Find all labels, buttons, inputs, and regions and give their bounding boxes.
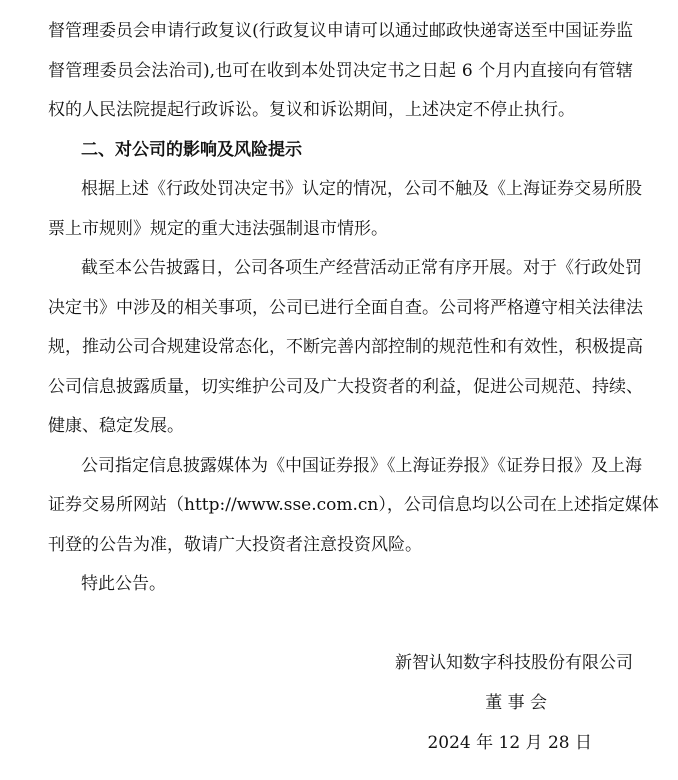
text-line: 根据上述《行政处罚决定书》认定的情况，公司不触及《上海证券交易所股 xyxy=(81,179,642,199)
text-line: 特此公告。 xyxy=(81,574,166,594)
paragraph xyxy=(48,12,633,131)
text-line: 健康、稳定发展。 xyxy=(48,416,184,436)
paragraph xyxy=(48,447,659,566)
spacer xyxy=(48,605,633,643)
paragraph xyxy=(48,565,633,605)
announcement-date: 2024 年 12 月 28 日 xyxy=(427,732,592,753)
text-line: 公司指定信息披露媒体为《中国证券报》《上海证券报》《证券日报》及上海 xyxy=(81,455,642,476)
text-line: 督管理委员会法治司),也可在收到本处罚决定书之日起 6 个月内直接向有管辖 xyxy=(48,60,633,81)
text-line: 刊登的公告为准，敬请广大投资者注意投资风险。 xyxy=(48,534,422,555)
company-name: 新智认知数字科技股份有限公司 xyxy=(395,652,633,673)
text-line: 规，推动公司合规建设常态化，不断完善内部控制的规范性和有效性，积极提高 xyxy=(48,337,643,357)
text-line: 截至本公告披露日，公司各项生产经营活动正常有序开展。对于《行政处罚 xyxy=(81,258,642,278)
text-line: 权的人民法院提起行政诉讼。复议和诉讼期间，上述决定不停止执行。 xyxy=(48,100,575,120)
board-of-directors: 董 事 会 xyxy=(485,692,547,713)
section-heading xyxy=(48,131,633,171)
document-body xyxy=(48,12,659,605)
text-line: 督管理委员会申请行政复议(行政复议申请可以通过邮政快递寄送至中国证券监 xyxy=(48,21,633,41)
paragraph xyxy=(48,249,643,447)
text-line: 证券交易所网站（http://www.sse.com.cn），公司信息均以公司在上述指定媒体 xyxy=(48,495,659,515)
text-line: 决定书》中涉及的相关事项，公司已进行全面自查。公司将严格遵守相关法律法 xyxy=(48,297,643,318)
text-line: 公司信息披露质量，切实维护公司及广大投资者的利益，促进公司规范、持续、 xyxy=(48,376,643,397)
text-line: 二、对公司的影响及风险提示 xyxy=(81,139,302,160)
document-page xyxy=(48,12,659,763)
text-line: 票上市规则》规定的重大违法强制退市情形。 xyxy=(48,218,388,239)
paragraph xyxy=(48,170,642,249)
